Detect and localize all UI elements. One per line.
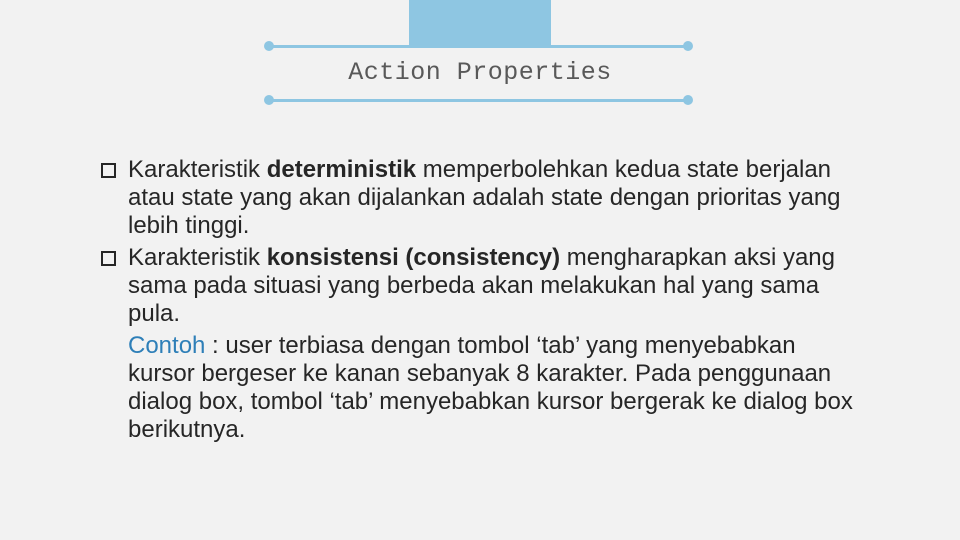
bullet-item: [100, 244, 860, 328]
checkbox-bullet-icon: [100, 250, 117, 267]
bullet-item: [100, 156, 860, 240]
slide-body: [100, 156, 860, 444]
checkbox-bullet-icon: [100, 162, 117, 179]
rule-dot: [683, 41, 693, 51]
header-tab-decoration: [409, 0, 551, 47]
bullet-text-prefix: Karakteristik: [128, 156, 267, 183]
bullet-term: deterministik: [266, 156, 417, 183]
bullet-text-suffix: mengharapkan aksi yang sama pada situasi yang berbeda akan melakukan hal yang sama pula.: [128, 244, 835, 327]
rule-dot: [683, 95, 693, 105]
example-text: : user terbiasa dengan tombol ‘tab’ yang menyebabkan kursor bergeser ke kanan sebanyak 8 karakter. Pada penggunaan dialog box, tombol ‘tab’ menyebabkan kursor bergerak ke dialog box berikutnya.: [128, 332, 853, 443]
rule-dot: [264, 41, 274, 51]
bullet-term: konsistensi (consistency): [266, 244, 561, 271]
title-bottom-rule: [268, 99, 688, 102]
slide-title: Action Properties: [348, 58, 612, 87]
bullet-text-suffix: memperbolehkan kedua state berjalan atau state yang akan dijalankan adalah state dengan prioritas yang lebih tinggi.: [128, 156, 841, 239]
bullet-text-prefix: Karakteristik: [128, 244, 267, 271]
example-label: Contoh: [128, 332, 206, 359]
example-paragraph: [100, 332, 860, 444]
rule-dot: [264, 95, 274, 105]
title-top-rule: [268, 45, 688, 48]
